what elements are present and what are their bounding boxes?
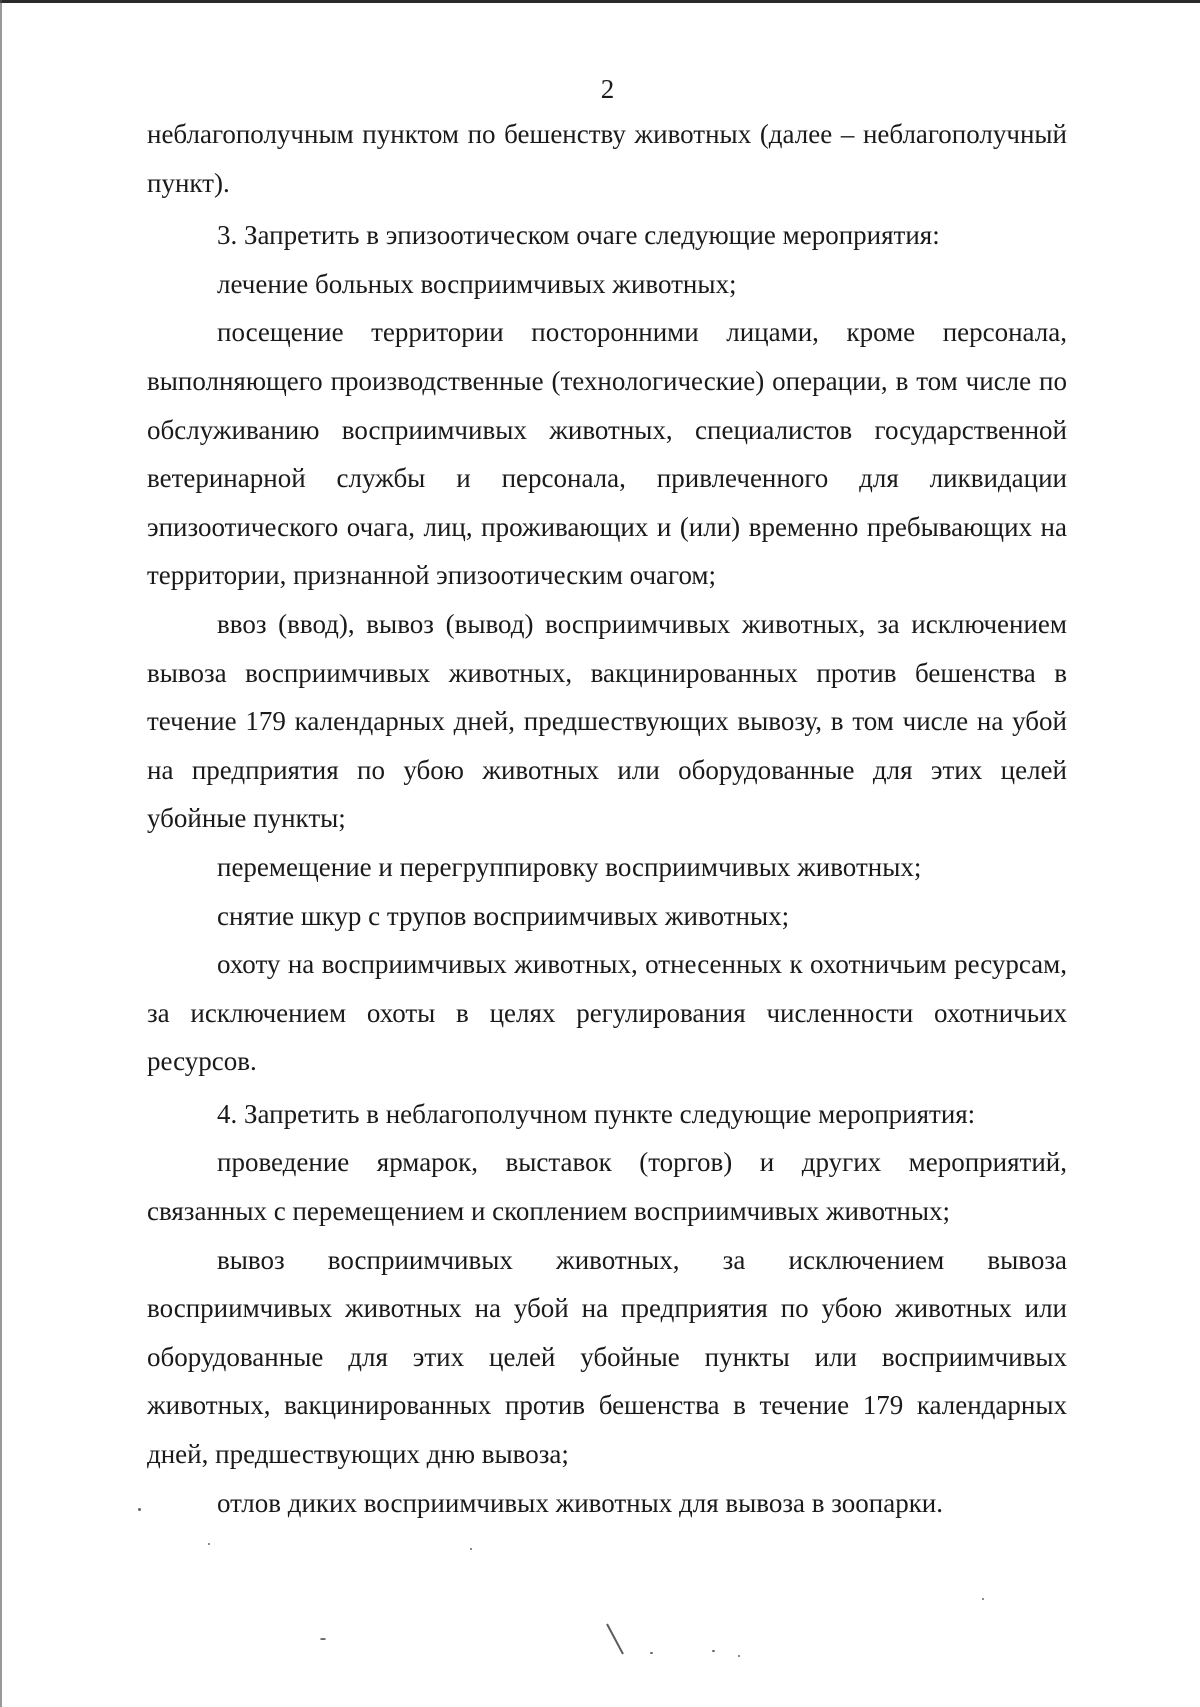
paragraph-continuation: неблагополучным пунктом по бешенству животных (далее – неблагополучный пункт). <box>147 119 1067 198</box>
paragraph-import-export-ban: ввоз (ввод), вывоз (вывод) восприимчивых животных, за исключением вывоза восприимчивых животных, вакцинированных против бешенства в течение 179 календарных дней, предшествующих вывозу, в том числе на убой на предприятия по убою животных или оборудованные для этих целей убойные пункты; <box>147 608 1067 834</box>
scan-top-edge <box>0 0 1200 3</box>
paragraph-item-3-heading: 3. Запретить в эпизоотическом очаге следующие мероприятия: <box>217 220 940 251</box>
scan-speck <box>712 1650 715 1652</box>
scan-speck <box>982 1598 984 1600</box>
paragraph-treatment-ban: лечение больных восприимчивых животных; <box>217 268 737 299</box>
scan-speck <box>320 1638 326 1640</box>
document-body <box>147 110 1067 1527</box>
paragraph-item-4-heading: 4. Запретить в неблагополучном пункте следующие мероприятия: <box>217 1098 976 1129</box>
scan-left-edge <box>0 0 2 1707</box>
paragraph-visit-ban: посещение территории посторонними лицами, кроме персонала, выполняющего производственные (технологические) операции, в том числе по обслуживанию восприимчивых животных, специалистов государственной ветеринарной службы и персонала, привлеченного для ликвидации эпизоотического очага, лиц, проживающих и (или) временно пребывающих на территории, признанной эпизоотическим очагом; <box>147 317 1067 591</box>
scan-speck <box>650 1652 653 1654</box>
paragraph-skinning-ban: снятие шкур с трупов восприимчивых животных; <box>217 900 790 931</box>
scan-mark <box>606 1624 624 1655</box>
paragraph-movement-ban: перемещение и перегруппировку восприимчивых животных; <box>217 851 922 882</box>
paragraph-hunting-ban: охоту на восприимчивых животных, отнесенных к охотничьим ресурсам, за исключением охоты в целях регулирования численности охотничьих ресурсов. <box>147 949 1067 1077</box>
paragraph-fairs-ban: проведение ярмарок, выставок (торгов) и других мероприятий, связанных с перемещением и скоплением восприимчивых животных; <box>147 1147 1067 1227</box>
paragraph-export-ban: вывоз восприимчивых животных, за исключением вывоза восприимчивых животных на убой на предприятия по убою животных или оборудованные для этих целей убойные пункты или восприимчивых животных, вакцинированных против бешенства в течение 179 календарных дней, предшествующих дню вывоза; <box>147 1244 1067 1470</box>
scan-speck <box>470 1548 472 1550</box>
scan-speck <box>138 1508 141 1511</box>
scan-speck <box>738 1655 740 1657</box>
page-number: 2 <box>600 74 615 104</box>
paragraph-capture-ban: отлов диких восприимчивых животных для вывоза в зоопарки. <box>217 1487 944 1518</box>
scan-speck <box>208 1543 210 1545</box>
